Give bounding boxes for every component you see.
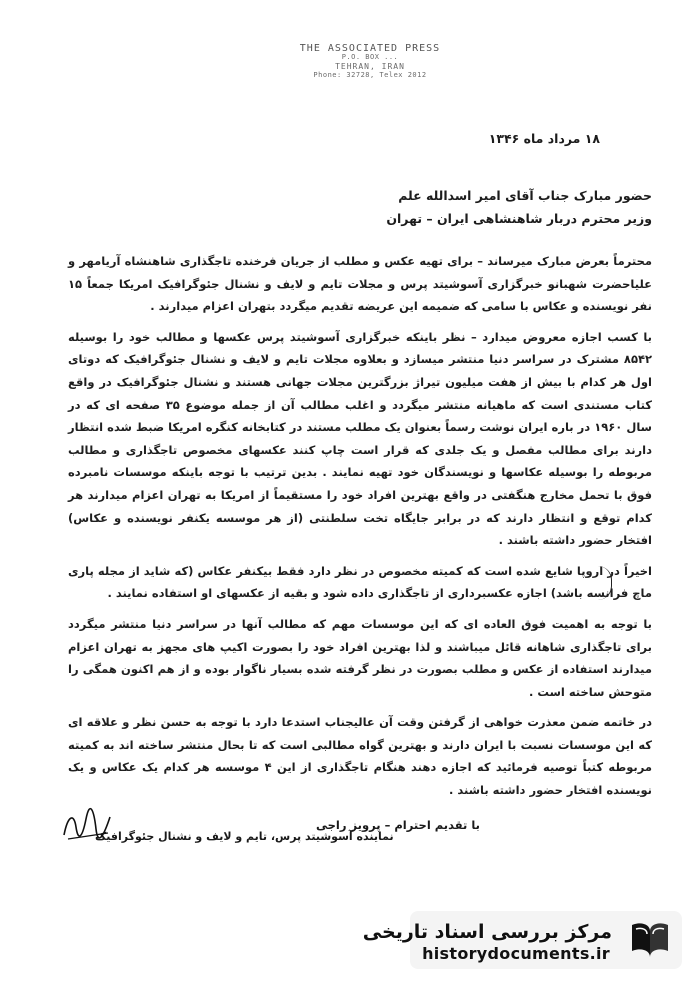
letterhead bbox=[270, 44, 470, 80]
body-paragraph-5: در خاتمه ضمن معذرت خواهی از گرفتن وقت آن عالیجناب استدعا دارد با توجه به حسن نظر و علاقه ای که این موسسات نسبت با ایران دارند و بهترین گواه مطالبی است که تا بحال منتشر ساخته اند به کمیته مربوطه کتباً توصیه فرمائید که اجازه دهند هنگام تاجگذاری از این ۴ موسسه هر کدام یک عکاس و یک نویسنده افتخار حضور داشته باشند . bbox=[68, 715, 652, 798]
body-paragraph-3: اخیراً در اروپا شایع شده است که کمیته مخصوص در نظر دارد فقط بیکنفر عکاس (که شاید از مجله پاری ماچ فرانسه باشد) اجازه عکسبرداری از تاجگذاری داده شود و بقیه از عکسهای او استفاده نمایند . bbox=[68, 563, 652, 601]
letter-date: ۱۸ مرداد ماه ۱۳۴۶ bbox=[488, 131, 600, 146]
body-paragraph-4: با توجه به اهمیت فوق العاده ای که این موسسات مهم که مطالب آنها در سراسر دنیا منتشر میگردد برای تاجگذاری شاهانه قائل میباشند و لذا بهترین افراد خود را بصورت اکیپ های مجهز به تهران اعزام میدارند استفاده از عکس و مطلب بصورت در نظر گرفته شده بسیار ناگوار بوده و از هم اکنون همگی را متوحش ساخته است . bbox=[68, 616, 652, 699]
letterhead-line-1: P.O. BOX ... bbox=[341, 53, 399, 61]
body-paragraph-2: با کسب اجازه معروض میدارد – نظر باینکه خبرگزاری آسوشیتد پرس عکسها و مطالب خود را بوسیله ۸۵۴۲ مشترک در سراسر دنیا منتشر میسازد و بعلاوه مجلات تایم و لایف و نشنال جئوگرافیک که دوتای اول هر کدام با بیش از هفت میلیون تیراژ بزرگترین مجلات جهانی هستند و نشنال جئوگرافیک در واقع کتاب مستندی است که ماهیانه منتشر میگردد و اغلب مطالب آن از جمله موضوع ۳۵ صفحه ای که در سال ۱۹۶۰ در باره ایران نوشت رسماً بعنوان یک مطلب مستند در کتابخانه کنگره امریکا ضبط شده انتظار دارند برای مطالب مفصل و یک جلدی که قرار است چاپ کنند عکسهای مخصوص تاجگذاری و مطالب مربوطه را بوسیله عکاسها و نویسندگان خود تهیه نمایند . بدین ترتیب با توجه باینکه موسسات نامبرده فوق با تحمل مخارج هنگفتی در واقع بهترین افراد خود را مستقیماً از امریکا به تهران اعزام میدارند هر کدام توقع و انتظار دارند که در برابر جایگاه تخت سلطنتی (از هر موسسه یکنفر نویسنده و عکاس) افتخار حضور داشته باشند . bbox=[68, 329, 652, 548]
body-paragraph-1: محترماً بعرض مبارک میرساند – برای تهیه عکس و مطلب از جریان فرخنده تاجگذاری شاهنشاه آریامهر و علیاحضرت شهبانو خبرگزاری آسوشیتد پرس و مجلات تایم و لایف و نشنال جئوگرافیک امریکا جمعاً ۱۵ نفر نویسنده و عکاس با سامی که ضمیمه این عریضه تقدیم میگردد بتهران اعزام میدارند . bbox=[68, 254, 652, 314]
addressee-line-1: حضور مبارک جناب آقای امیر اسدالله علم bbox=[398, 188, 652, 203]
letter-body bbox=[68, 250, 652, 810]
letterhead-name: THE ASSOCIATED PRESS bbox=[299, 43, 441, 54]
closing-line: با تقدیم احترام – پرویز راجی bbox=[315, 818, 480, 832]
handwritten-signature bbox=[58, 805, 118, 845]
addressee-line-2: وزیر محترم دربار شاهنشاهی ایران – تهران bbox=[386, 211, 652, 226]
watermark-url: historydocuments.ir bbox=[422, 944, 610, 963]
letterhead-line-3: Phone: 32728, Telex 2012 bbox=[313, 71, 427, 79]
watermark-title: مرکز بررسی اسناد تاریخی bbox=[362, 921, 612, 943]
letterhead-line-2: TEHRAN, IRAN bbox=[335, 62, 405, 71]
watermark-logo bbox=[362, 911, 682, 969]
book-icon bbox=[626, 917, 674, 963]
signatory-title: نماینده آسوشیتد پرس، تایم و لایف و نشنال جئوگرافیک bbox=[95, 830, 394, 843]
